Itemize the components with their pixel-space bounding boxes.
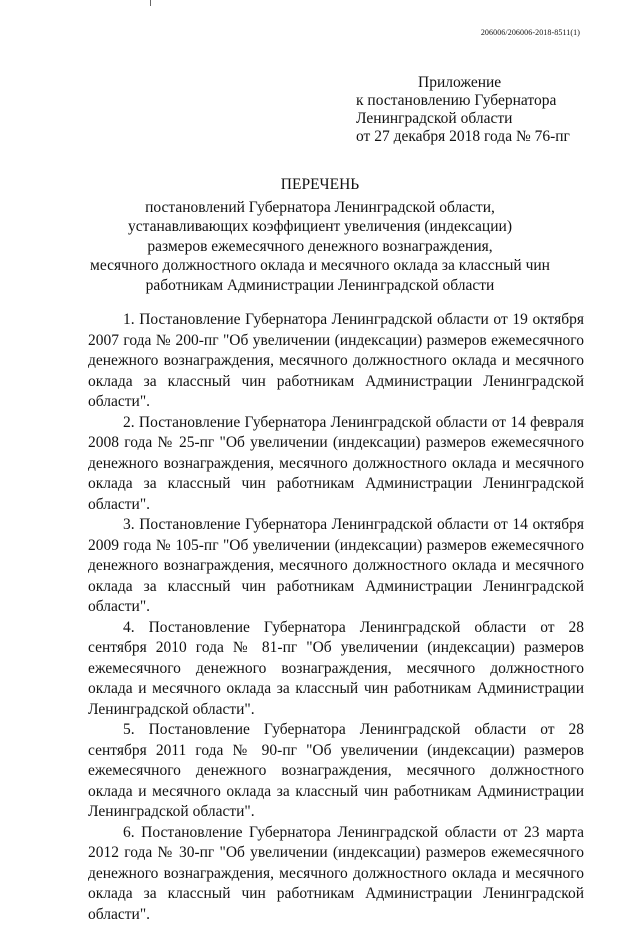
- list-item: 4. Постановление Губернатора Ленинградской области от 28 сентября 2010 года № 81-пг "Об увеличении (индексации) размеров ежемесячного денежного вознаграждения, месячного должностного оклада и месячного оклада за классный чин работникам Администрации Ленинградской области".: [88, 618, 584, 721]
- list-item: 5. Постановление Губернатора Ленинградской области от 28 сентября 2011 года № 90-пг "Об увеличении (индексации) размеров ежемесячного денежного вознаграждения, месячного должностного оклада и месячного оклада за классный чин работникам Администрации Ленинградской области".: [88, 720, 584, 823]
- heading-line: устанавливающих коэффициент увеличения (индексации): [60, 217, 580, 237]
- heading-line: работникам Администрации Ленинградской области: [60, 276, 580, 296]
- list-item: 6. Постановление Губернатора Ленинградской области от 23 марта 2012 года № 30-пг "Об увеличении (индексации) размеров ежемесячного денежного вознаграждения, месячного должностного оклада и месячного оклада за классный чин работникам Администрации Ленинградской области".: [88, 823, 584, 925]
- list-item: 1. Постановление Губернатора Ленинградской области от 19 октября 2007 года № 200-пг "Об увеличении (индексации) размеров ежемесячного денежного вознаграждения, месячного должностного оклада и месячного оклада за классный чин работникам Администрации Ленинградской области".: [88, 310, 584, 413]
- heading-line: размеров ежемесячного денежного вознаграждения,: [60, 237, 580, 257]
- appendix-line: от 27 декабря 2018 года № 76-пг: [356, 128, 606, 146]
- heading-line: постановлений Губернатора Ленинградской области,: [60, 198, 580, 218]
- resolution-list: [88, 310, 584, 925]
- appendix-block: [356, 74, 606, 146]
- document-title: ПЕРЕЧЕНЬ: [60, 175, 580, 195]
- appendix-line: к постановлению Губернатора: [356, 92, 606, 110]
- document-heading: [60, 175, 580, 296]
- scan-mark: [150, 0, 151, 6]
- appendix-label: Приложение: [356, 74, 606, 92]
- list-item: 3. Постановление Губернатора Ленинградской области от 14 октября 2009 года № 105-пг "Об увеличении (индексации) размеров ежемесячного денежного вознаграждения, месячного должностного оклада и месячного оклада за классный чин работникам Администрации Ленинградской области".: [88, 515, 584, 618]
- document-id: 206006/206006-2018-8511(1): [360, 28, 580, 37]
- heading-line: месячного должностного оклада и месячного оклада за классный чин: [60, 256, 580, 276]
- list-item: 2. Постановление Губернатора Ленинградской области от 14 февраля 2008 года № 25-пг "Об увеличении (индексации) размеров ежемесячного денежного вознаграждения, месячного должностного оклада и месячного оклада за классный чин работникам Администрации Ленинградской области".: [88, 413, 584, 516]
- appendix-line: Ленинградской области: [356, 110, 606, 128]
